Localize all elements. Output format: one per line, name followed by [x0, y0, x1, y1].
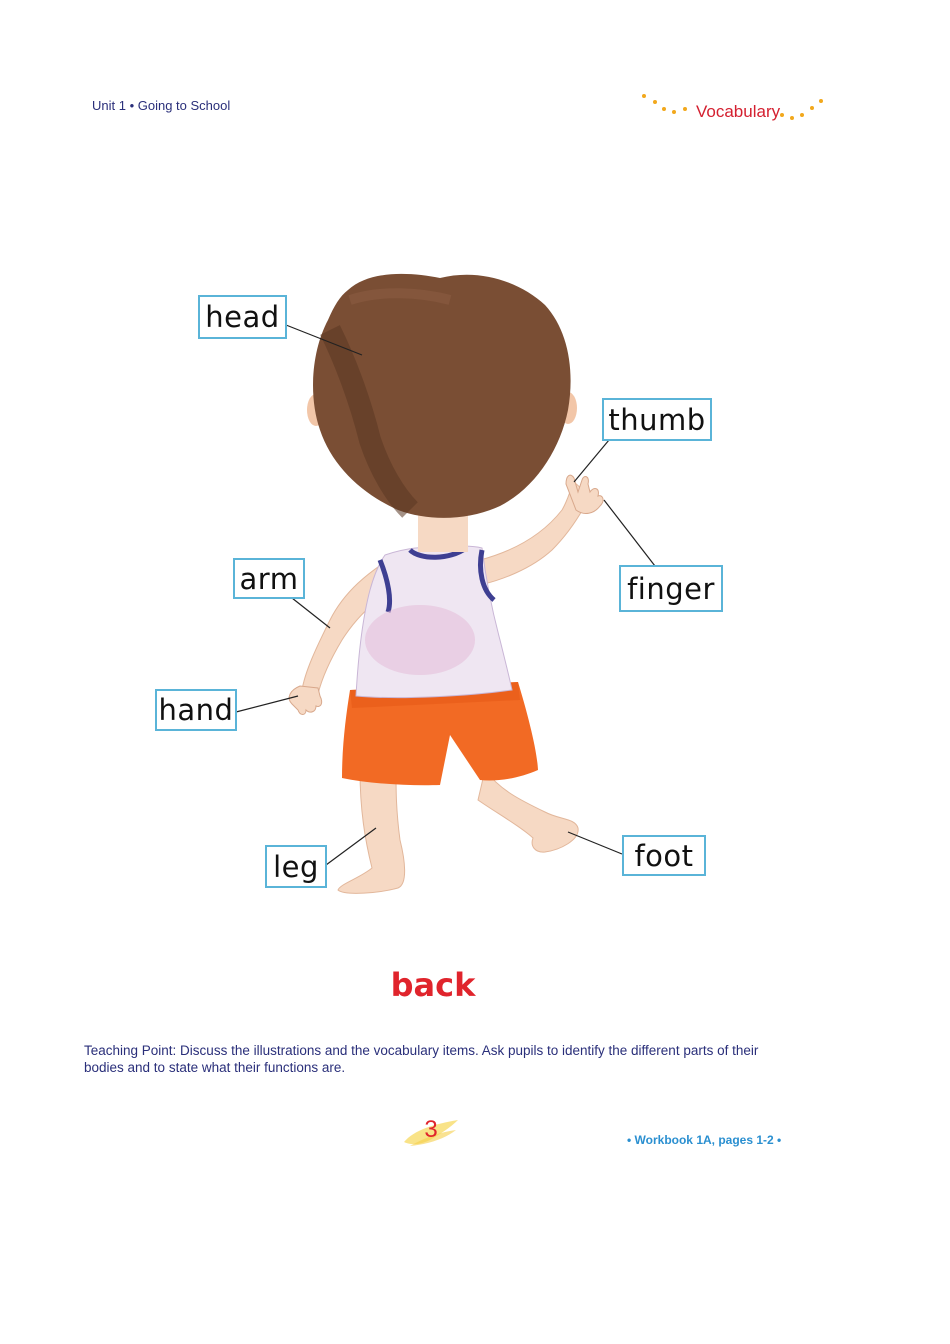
label-arm: arm: [233, 558, 305, 599]
label-foot: foot: [622, 835, 706, 876]
right-leg: [478, 770, 578, 852]
label-leg: leg: [265, 845, 327, 888]
section-title: Vocabulary: [696, 102, 781, 121]
label-head: head: [198, 295, 287, 339]
workbook-reference: • Workbook 1A, pages 1-2 •: [627, 1133, 782, 1147]
page-title: back: [390, 966, 476, 1004]
page-number: 3: [424, 1116, 438, 1143]
teaching-point: Teaching Point: Discuss the illustrations and the vocabulary items. Ask pupils to identify the different parts of their bodies and to state what their functions are.: [84, 1043, 759, 1075]
left-hand: [289, 686, 321, 715]
unit-header: Unit 1 • Going to School: [92, 98, 231, 113]
label-hand: hand: [155, 689, 237, 731]
label-finger: finger: [619, 565, 723, 612]
label-thumb: thumb: [602, 398, 712, 441]
page-number-badge: [400, 1112, 462, 1152]
